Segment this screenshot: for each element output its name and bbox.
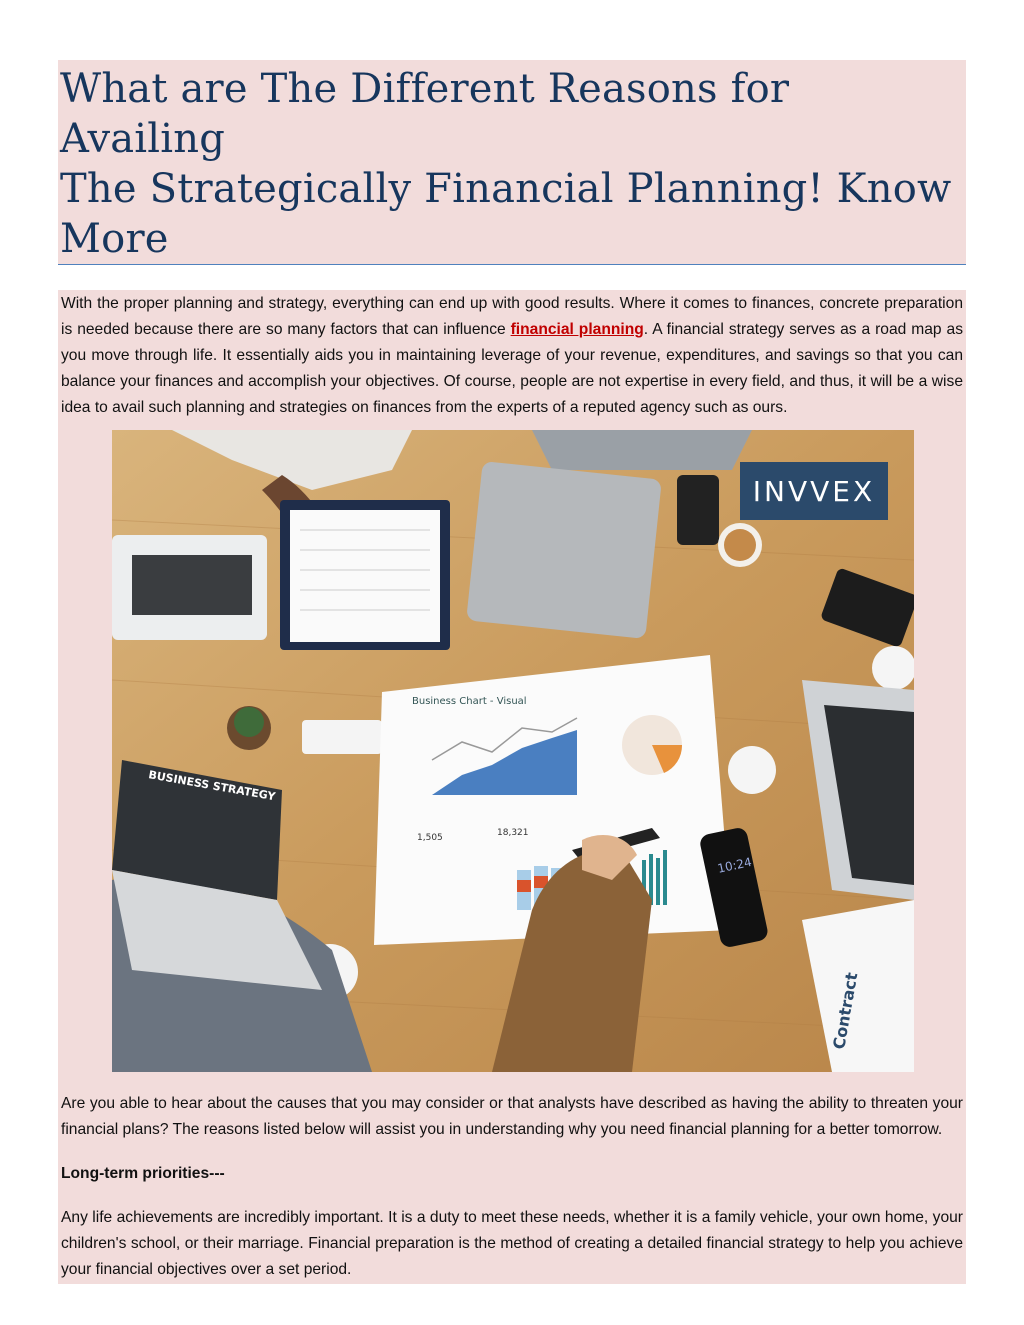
power-socket xyxy=(302,720,382,754)
office-desk-photo xyxy=(112,430,914,1072)
stat-b: 18,321 xyxy=(497,828,529,838)
laptop-top-center xyxy=(466,461,662,639)
coffee-cup-right xyxy=(872,646,914,690)
intro-text-end: . A financial strategy serves as a road map as you move through life. It essentially aids you in maintaining leverage of your revenue, expenditures, and savings so that you can balance your finances and accomplish your objectives. Of course, people are not expertise in every field, and thus, it will be a wise idea to avail such planning and strategies on finances from the experts of a reputed agency such as ours. xyxy=(61,321,963,416)
laptop-sticker: BUSINESS STRATEGY xyxy=(147,768,277,804)
document-page xyxy=(58,60,966,1284)
page-title xyxy=(60,64,964,264)
causes-paragraph: Are you able to hear about the causes that you may consider or that analysts have described as having the ability to threaten your financial plans? The reasons listed below will assist you in understanding why you need financial planning for a better tomorrow. xyxy=(61,1095,963,1138)
long-term-paragraph: Any life achievements are incredibly important. It is a duty to meet these needs, whether it is a family vehicle, your own home, your children's school, or their marriage. Financial preparation is the method of creating a detailed financial strategy to help you achieve your financial objectives over a set period. xyxy=(61,1209,963,1278)
chart-title: Business Chart - Visual xyxy=(412,696,527,707)
body-block xyxy=(58,290,966,1284)
phone-time: 10:24 xyxy=(716,854,753,876)
desk-illustration xyxy=(112,430,914,1072)
stat-a: 1,505 xyxy=(417,833,443,843)
financial-planning-link[interactable]: financial planning xyxy=(510,321,644,338)
intro-text-start: With the proper planning and strategy, everything can end up with good results. Where it comes to finances, concrete preparation is needed because there are so many factors that can influence xyxy=(61,295,963,338)
person-top-right-shirt xyxy=(532,430,752,470)
title-block xyxy=(58,60,966,265)
photo-row xyxy=(58,422,966,1090)
title-line-2: The Strategically Financial Planning! Know More xyxy=(60,166,952,262)
contract-label: Contract xyxy=(829,970,862,1051)
intro-paragraph xyxy=(58,290,966,422)
phone-top-right xyxy=(677,475,719,545)
coffee-cup-middle xyxy=(728,746,776,794)
invvex-logo: INVVEX xyxy=(740,462,888,520)
section-heading: Long-term priorities--- xyxy=(61,1165,225,1182)
title-line-1: What are The Different Reasons for Availing xyxy=(60,66,790,162)
